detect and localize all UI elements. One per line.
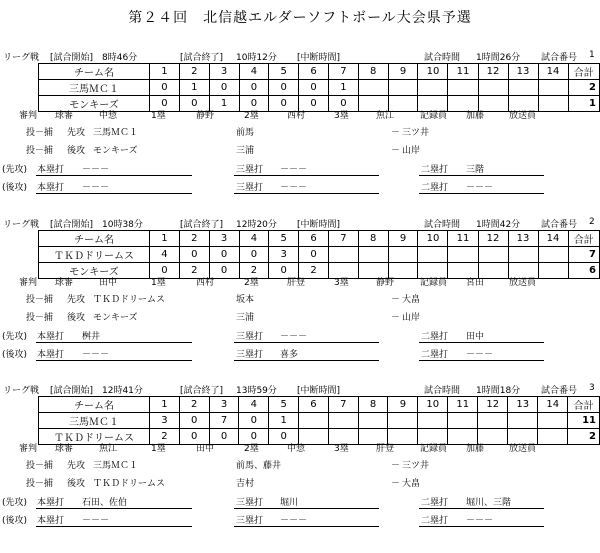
third-base-label: 3塁 xyxy=(334,278,349,288)
inning-header: 7 xyxy=(328,64,358,80)
game-number-label: 試合番号 xyxy=(541,220,578,230)
bottom-team: モンキーズ xyxy=(93,146,138,156)
dash: － xyxy=(391,313,401,323)
inning-score: 0 xyxy=(328,96,358,112)
inning-score: 0 xyxy=(150,80,180,96)
inning-score: 3 xyxy=(149,413,179,429)
inning-score xyxy=(328,413,358,429)
first-base-umpire: 田中 xyxy=(196,444,215,454)
broadcaster-label: 放送員 xyxy=(509,111,537,121)
underline xyxy=(36,526,192,527)
bottom-triples: 喜多 xyxy=(280,350,299,360)
scoreboard-header-row xyxy=(39,64,600,80)
inning-score: 0 xyxy=(239,80,269,96)
inning-header: 2 xyxy=(179,231,209,247)
bottom-label: 後攻 xyxy=(67,479,86,489)
game-number-label: 試合番号 xyxy=(541,53,578,63)
start-label: [試合開始] xyxy=(50,386,94,396)
break-label: [中断時間] xyxy=(297,220,341,230)
inning-score xyxy=(538,80,568,96)
second-base-label: 2塁 xyxy=(244,444,259,454)
league-label: リーグ戦 xyxy=(3,220,40,230)
end-label: [試合終了] xyxy=(180,386,224,396)
inning-score xyxy=(358,413,388,429)
first-base-label: 1塁 xyxy=(151,278,166,288)
second-base-umpire: 肝登 xyxy=(287,278,306,288)
dash: － xyxy=(391,295,401,305)
top-home-runs: 桝井 xyxy=(82,332,101,342)
bottom-catcher: 山岸 xyxy=(402,313,421,323)
plate-umpire-label: 球審 xyxy=(55,444,74,454)
team-name: ＴＫＤドリームス xyxy=(39,247,150,263)
underline xyxy=(419,526,544,527)
inning-score: 3 xyxy=(269,247,299,263)
team-name-header: チーム名 xyxy=(39,64,150,80)
inning-header: 11 xyxy=(448,231,478,247)
team-name: モンキーズ xyxy=(39,263,150,279)
duration-label: 試合時間 xyxy=(424,53,461,63)
top-catcher: 三ツ井 xyxy=(402,128,430,138)
umpire-label: 審判 xyxy=(19,444,38,454)
battery-label: 投－捕 xyxy=(26,313,54,323)
inning-header: 3 xyxy=(209,231,239,247)
inning-header: 7 xyxy=(328,397,358,413)
scoreboard-header-row xyxy=(39,397,600,413)
inning-score xyxy=(388,80,418,96)
underline xyxy=(419,360,544,361)
inning-score: 0 xyxy=(239,413,269,429)
total-header: 合計 xyxy=(568,231,599,247)
inning-header: 8 xyxy=(358,231,388,247)
plate-umpire: 魚江 xyxy=(99,444,118,454)
inning-score xyxy=(358,247,388,263)
inning-header: 6 xyxy=(299,397,329,413)
inning-score: 1 xyxy=(209,96,239,112)
battery-label: 投－捕 xyxy=(26,295,54,305)
total-header: 合計 xyxy=(568,64,599,80)
inning-header: 8 xyxy=(358,397,388,413)
inning-score: 1 xyxy=(328,80,358,96)
top-label: 先攻 xyxy=(67,461,86,471)
inning-header: 1 xyxy=(149,397,179,413)
top-paren-label: (先攻) xyxy=(2,332,28,342)
top-team: 三馬ＭＣ１ xyxy=(93,128,139,138)
inning-header: 5 xyxy=(269,231,299,247)
third-base-umpire: 肝登 xyxy=(376,444,395,454)
bottom-triples: －－－ xyxy=(280,183,308,193)
duration-label: 試合時間 xyxy=(424,386,461,396)
bottom-label: 後攻 xyxy=(67,146,86,156)
underline xyxy=(234,193,379,194)
plate-umpire-label: 球審 xyxy=(55,111,74,121)
duration-value: 1時間26分 xyxy=(476,53,521,63)
game-number: 1 xyxy=(589,50,595,60)
top-paren-label: (先攻) xyxy=(2,165,28,175)
start-label: [試合開始] xyxy=(50,53,94,63)
inning-score xyxy=(448,80,478,96)
inning-score: 0 xyxy=(209,263,239,279)
inning-score xyxy=(448,247,478,263)
home-run-label: 本塁打 xyxy=(37,183,65,193)
inning-header: 13 xyxy=(508,397,538,413)
inning-score xyxy=(448,413,478,429)
start-time: 8時46分 xyxy=(102,53,138,63)
home-run-label: 本塁打 xyxy=(37,350,65,360)
inning-score: 0 xyxy=(150,263,180,279)
dash: － xyxy=(391,146,401,156)
scoreboard-row xyxy=(39,247,600,263)
inning-header: 1 xyxy=(150,231,180,247)
duration-value: 1時間18分 xyxy=(476,386,521,396)
inning-header: 6 xyxy=(299,64,329,80)
end-time: 10時12分 xyxy=(236,53,277,63)
inning-score: 0 xyxy=(209,429,239,445)
first-base-label: 1塁 xyxy=(151,111,166,121)
double-label: 二塁打 xyxy=(421,332,449,342)
bottom-home-runs: －－－ xyxy=(82,516,110,526)
inning-score: 4 xyxy=(150,247,180,263)
inning-header: 14 xyxy=(538,231,568,247)
inning-header: 12 xyxy=(478,64,508,80)
top-home-runs: －－－ xyxy=(82,165,110,175)
underline xyxy=(36,342,192,343)
inning-header: 13 xyxy=(508,231,538,247)
inning-score: 0 xyxy=(239,96,269,112)
broadcaster-label: 放送員 xyxy=(509,278,537,288)
break-label: [中断時間] xyxy=(297,53,341,63)
inning-score xyxy=(538,263,568,279)
third-base-umpire: 魚江 xyxy=(376,111,395,121)
triple-label: 三塁打 xyxy=(236,165,264,175)
team-total: 1 xyxy=(568,96,599,112)
inning-score: 0 xyxy=(239,429,269,445)
inning-header: 2 xyxy=(179,397,209,413)
triple-label: 三塁打 xyxy=(236,498,264,508)
inning-header: 3 xyxy=(209,397,239,413)
inning-score xyxy=(508,413,538,429)
top-catcher: 三ツ井 xyxy=(402,461,430,471)
start-label: [試合開始] xyxy=(50,220,94,230)
double-label: 二塁打 xyxy=(421,516,449,526)
inning-score: 0 xyxy=(239,247,269,263)
inning-header: 12 xyxy=(478,231,508,247)
duration-value: 1時間42分 xyxy=(476,220,521,230)
bottom-doubles: －－－ xyxy=(466,516,494,526)
inning-header: 10 xyxy=(418,397,448,413)
inning-score xyxy=(418,80,448,96)
underline xyxy=(234,342,379,343)
underline xyxy=(419,175,544,176)
home-run-label: 本塁打 xyxy=(37,516,65,526)
inning-header: 11 xyxy=(448,64,478,80)
second-base-label: 2塁 xyxy=(244,111,259,121)
bottom-paren-label: (後攻) xyxy=(2,183,28,193)
inning-header: 14 xyxy=(538,397,568,413)
team-name: 三馬ＭＣ１ xyxy=(39,80,150,96)
inning-header: 5 xyxy=(269,397,299,413)
inning-score: 0 xyxy=(179,429,209,445)
top-triples: 堀川 xyxy=(280,498,299,508)
inning-header: 10 xyxy=(418,231,448,247)
triple-label: 三塁打 xyxy=(236,350,264,360)
inning-score xyxy=(478,247,508,263)
league-label: リーグ戦 xyxy=(3,53,40,63)
team-total: 2 xyxy=(568,80,599,96)
inning-header: 9 xyxy=(388,231,418,247)
team-total: 6 xyxy=(568,263,599,279)
end-label: [試合終了] xyxy=(180,220,224,230)
inning-score xyxy=(478,413,508,429)
dash: － xyxy=(391,128,401,138)
team-name-header: チーム名 xyxy=(39,397,150,413)
inning-header: 4 xyxy=(239,397,269,413)
bottom-pitcher: 吉村 xyxy=(236,479,255,489)
top-triples: －－－ xyxy=(280,332,308,342)
plate-umpire: 田中 xyxy=(99,278,118,288)
third-base-label: 3塁 xyxy=(334,111,349,121)
scoreboard-table xyxy=(38,396,600,445)
inning-score xyxy=(538,429,568,445)
home-run-label: 本塁打 xyxy=(37,332,65,342)
inning-score xyxy=(418,413,448,429)
double-label: 二塁打 xyxy=(421,498,449,508)
inning-header: 4 xyxy=(239,231,269,247)
second-base-label: 2塁 xyxy=(244,278,259,288)
end-time: 12時20分 xyxy=(236,220,277,230)
recorder-label: 記録員 xyxy=(420,278,448,288)
scoreboard-row xyxy=(39,80,600,96)
top-home-runs: 石田、佐伯 xyxy=(82,498,128,508)
underline xyxy=(36,193,192,194)
inning-score xyxy=(508,247,538,263)
scoreboard-row xyxy=(39,413,600,429)
inning-header: 3 xyxy=(209,64,239,80)
underline xyxy=(419,342,544,343)
scoreboard-table xyxy=(38,63,600,112)
underline xyxy=(36,508,192,509)
bottom-pitcher: 三浦 xyxy=(236,146,255,156)
inning-header: 4 xyxy=(239,64,269,80)
top-doubles: 田中 xyxy=(466,332,485,342)
bottom-home-runs: －－－ xyxy=(82,183,110,193)
top-paren-label: (先攻) xyxy=(2,498,28,508)
inning-header: 13 xyxy=(508,64,538,80)
bottom-home-runs: －－－ xyxy=(82,350,110,360)
underline xyxy=(234,175,379,176)
inning-score: 2 xyxy=(239,263,269,279)
bottom-team: モンキーズ xyxy=(93,313,138,323)
double-label: 二塁打 xyxy=(421,165,449,175)
bottom-catcher: 大畠 xyxy=(402,479,421,489)
inning-score: 2 xyxy=(179,263,209,279)
team-name-header: チーム名 xyxy=(39,231,150,247)
team-total: 7 xyxy=(568,247,599,263)
inning-header: 9 xyxy=(388,64,418,80)
inning-header: 11 xyxy=(448,397,478,413)
triple-label: 三塁打 xyxy=(236,332,264,342)
inning-score: 2 xyxy=(149,429,179,445)
inning-score: 0 xyxy=(299,96,329,112)
bottom-catcher: 山岸 xyxy=(402,146,421,156)
inning-score: 0 xyxy=(209,80,239,96)
top-pitcher: 前馬、藤井 xyxy=(236,461,282,471)
recorder: 宮田 xyxy=(466,278,485,288)
team-total: 11 xyxy=(568,413,600,429)
top-doubles: 三階 xyxy=(466,165,485,175)
third-base-label: 3塁 xyxy=(334,444,349,454)
inning-score: 2 xyxy=(299,263,329,279)
home-run-label: 本塁打 xyxy=(37,498,65,508)
start-time: 10時38分 xyxy=(102,220,143,230)
inning-score xyxy=(388,247,418,263)
top-team: ＴＫＤドリームス xyxy=(93,295,166,305)
underline xyxy=(234,360,379,361)
game-number: 3 xyxy=(589,383,595,393)
top-catcher: 大畠 xyxy=(402,295,421,305)
inning-header: 2 xyxy=(179,64,209,80)
inning-header: 6 xyxy=(299,231,329,247)
triple-label: 三塁打 xyxy=(236,516,264,526)
inning-score xyxy=(538,413,568,429)
recorder: 加藤 xyxy=(466,111,485,121)
inning-header: 1 xyxy=(150,64,180,80)
top-pitcher: 坂本 xyxy=(236,295,255,305)
underline xyxy=(234,526,379,527)
team-name: 三馬ＭＣ１ xyxy=(39,413,150,429)
inning-score: 1 xyxy=(179,80,209,96)
inning-score xyxy=(478,80,508,96)
broadcaster-label: 放送員 xyxy=(509,444,537,454)
umpire-label: 審判 xyxy=(19,278,38,288)
dash: － xyxy=(391,479,401,489)
second-base-umpire: 中惣 xyxy=(287,444,306,454)
double-label: 二塁打 xyxy=(421,183,449,193)
top-label: 先攻 xyxy=(67,295,86,305)
game-block-3 xyxy=(0,383,600,553)
battery-label: 投－捕 xyxy=(26,479,54,489)
second-base-umpire: 西村 xyxy=(287,111,306,121)
scoreboard-header-row xyxy=(39,231,600,247)
inning-score: 0 xyxy=(269,429,299,445)
inning-score: 0 xyxy=(299,247,329,263)
recorder: 加藤 xyxy=(466,444,485,454)
inning-score: 0 xyxy=(269,96,299,112)
inning-score xyxy=(538,96,568,112)
inning-score: 1 xyxy=(269,413,299,429)
team-name: ＴＫＤドリームス xyxy=(39,429,150,445)
recorder-label: 記録員 xyxy=(420,444,448,454)
inning-header: 8 xyxy=(358,64,388,80)
total-header: 合計 xyxy=(568,397,600,413)
league-label: リーグ戦 xyxy=(3,386,40,396)
bottom-team: ＴＫＤドリームス xyxy=(93,479,166,489)
inning-score xyxy=(538,247,568,263)
inning-header: 7 xyxy=(328,231,358,247)
inning-score: 0 xyxy=(179,96,209,112)
start-time: 12時41分 xyxy=(102,386,143,396)
underline xyxy=(36,175,192,176)
inning-score xyxy=(508,80,538,96)
team-name: モンキーズ xyxy=(39,96,150,112)
battery-label: 投－捕 xyxy=(26,128,54,138)
inning-score: 0 xyxy=(179,413,209,429)
inning-score: 0 xyxy=(299,80,329,96)
battery-label: 投－捕 xyxy=(26,146,54,156)
dash: － xyxy=(391,461,401,471)
bottom-pitcher: 三浦 xyxy=(236,313,255,323)
end-label: [試合終了] xyxy=(180,53,224,63)
game-number-label: 試合番号 xyxy=(541,386,578,396)
inning-header: 14 xyxy=(538,64,568,80)
inning-score xyxy=(299,413,329,429)
first-base-label: 1塁 xyxy=(151,444,166,454)
inning-score xyxy=(418,247,448,263)
inning-header: 10 xyxy=(418,64,448,80)
umpire-label: 審判 xyxy=(19,111,38,121)
top-team: 三馬ＭＣ１ xyxy=(93,461,139,471)
inning-score: 7 xyxy=(209,413,239,429)
double-label: 二塁打 xyxy=(421,350,449,360)
inning-score: 0 xyxy=(150,96,180,112)
bottom-doubles: －－－ xyxy=(466,183,494,193)
plate-umpire-label: 球審 xyxy=(55,278,74,288)
inning-header: 9 xyxy=(388,397,418,413)
inning-header: 12 xyxy=(478,397,508,413)
game-block-2 xyxy=(0,217,600,387)
inning-score xyxy=(328,247,358,263)
triple-label: 三塁打 xyxy=(236,183,264,193)
inning-score: 0 xyxy=(209,247,239,263)
duration-label: 試合時間 xyxy=(424,220,461,230)
top-pitcher: 前馬 xyxy=(236,128,255,138)
game-number: 2 xyxy=(589,217,595,227)
top-label: 先攻 xyxy=(67,128,86,138)
bottom-paren-label: (後攻) xyxy=(2,350,28,360)
inning-score xyxy=(388,413,418,429)
end-time: 13時59分 xyxy=(236,386,277,396)
underline xyxy=(234,508,379,509)
scoreboard-table xyxy=(38,230,600,279)
break-label: [中断時間] xyxy=(297,386,341,396)
inning-header: 5 xyxy=(269,64,299,80)
first-base-umpire: 静野 xyxy=(196,111,215,121)
bottom-doubles: －－－ xyxy=(466,350,494,360)
inning-score: 0 xyxy=(269,263,299,279)
inning-score xyxy=(358,80,388,96)
home-run-label: 本塁打 xyxy=(37,165,65,175)
inning-score: 0 xyxy=(179,247,209,263)
underline xyxy=(36,360,192,361)
bottom-triples: －－－ xyxy=(280,516,308,526)
inning-score: 0 xyxy=(269,80,299,96)
bottom-paren-label: (後攻) xyxy=(2,516,28,526)
bottom-label: 後攻 xyxy=(67,313,86,323)
game-block-1 xyxy=(0,50,600,220)
page-title: 第２４回 北信越エルダーソフトボール大会県予選 xyxy=(128,10,472,26)
top-doubles: 堀川、三階 xyxy=(466,498,512,508)
team-total: 2 xyxy=(568,429,600,445)
underline xyxy=(419,193,544,194)
third-base-umpire: 静野 xyxy=(376,278,395,288)
battery-label: 投－捕 xyxy=(26,461,54,471)
first-base-umpire: 西村 xyxy=(196,278,215,288)
recorder-label: 記録員 xyxy=(420,111,448,121)
plate-umpire: 中惣 xyxy=(99,111,118,121)
underline xyxy=(419,508,544,509)
top-triples: －－－ xyxy=(280,165,308,175)
